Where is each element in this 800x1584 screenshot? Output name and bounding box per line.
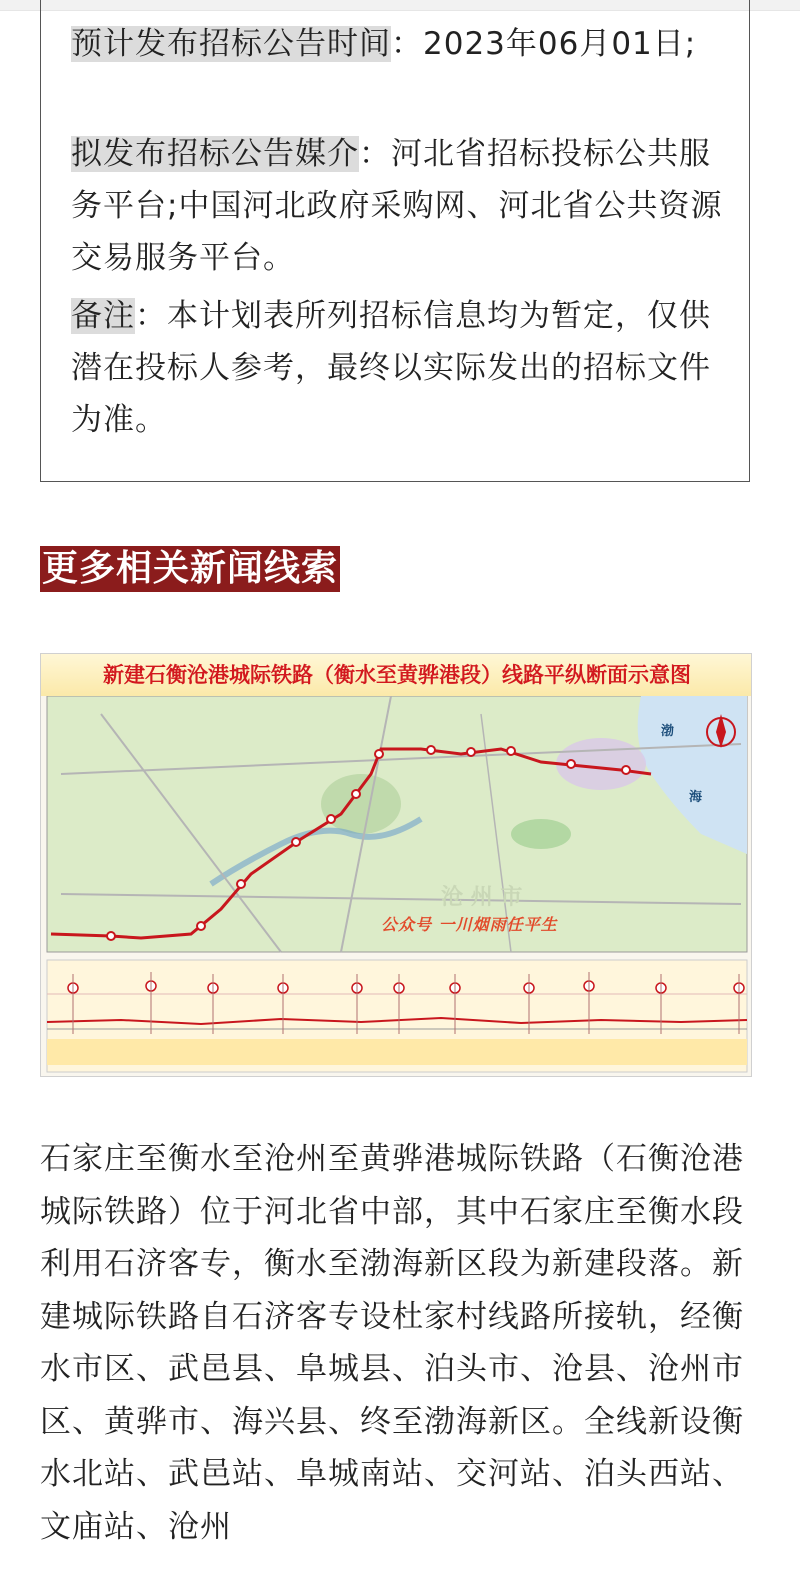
publish-media-value: ：河北省招标投标公共服务平台;中国河北政府采购网、河北省公共资源交易服务平台。 <box>71 136 723 276</box>
notice-box <box>40 0 750 482</box>
note-label: 备注 <box>71 298 135 334</box>
map-watermark: 公众号 一川烟雨任平生 <box>381 915 558 934</box>
article-paragraph: 石家庄至衡水至沧州至黄骅港城际铁路（石衡沧港城际铁路）位于河北省中部，其中石家庄至衡水段利用石济客专，衡水至渤海新区段为新建段落。新建城际铁路自石济客专设杜家村线路所接轨，经衡水市区、武邑县、阜城县、泊头市、沧县、沧州市区、黄骅市、海兴县、终至渤海新区。全线新设衡水北站、武邑站、阜城南站、交河站、泊头西站、文庙站、沧州 <box>40 1141 744 1545</box>
map-title: 新建石衡沧港城际铁路（衡水至黄骅港段）线路平纵断面示意图 <box>41 654 752 696</box>
section-heading: 更多相关新闻线索 <box>40 546 340 592</box>
railway-map-figure[interactable] <box>40 653 752 1077</box>
sea-label-2: 海 <box>689 790 703 805</box>
publish-time-label: 预计发布招标公告时间 <box>71 26 391 62</box>
publish-time-value: ：2023年06月01日; <box>391 26 697 62</box>
city-label-cangzhou: 沧 州 市 <box>441 885 523 910</box>
publish-media-line <box>71 128 731 284</box>
sea-label-1: 渤 <box>661 724 675 739</box>
note-value: ：本计划表所列招标信息均为暂定，仅供潜在投标人参考，最终以实际发出的招标文件为准。 <box>71 298 711 438</box>
publish-time-line <box>71 18 731 70</box>
note-line <box>71 290 731 446</box>
publish-media-label: 拟发布招标公告媒介 <box>71 136 359 172</box>
railway-map-graphic <box>41 654 752 1077</box>
